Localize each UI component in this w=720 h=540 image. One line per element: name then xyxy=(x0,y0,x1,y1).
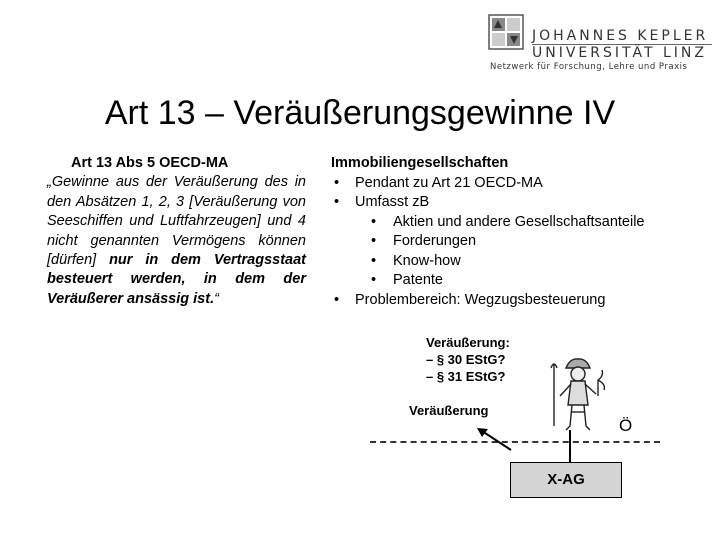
sale-option-31: – § 31 EStG? xyxy=(426,369,506,384)
sub-bullet-item xyxy=(331,232,691,252)
bullet-icon: • xyxy=(371,272,377,288)
right-column xyxy=(331,154,691,310)
article-quote xyxy=(47,173,306,309)
crest-icon xyxy=(488,14,524,50)
logo-name-line2: UNIVERSITÄT LINZ xyxy=(532,45,707,61)
university-logo xyxy=(486,12,712,76)
bullet-icon: • xyxy=(334,174,340,191)
bullet-icon: • xyxy=(371,252,377,269)
bullet-text: Problembereich: Wegzugsbesteuerung xyxy=(355,291,606,308)
right-heading: Immobiliengesellschaften xyxy=(331,155,509,171)
quote-bold-text: nur in dem Vertragsstaat besteuert werden, in dem der Veräußerer ansässig ist. xyxy=(47,252,306,307)
bullet-text: Forderungen xyxy=(393,233,477,249)
bullet-text: Umfasst zB xyxy=(355,194,430,210)
sale-question-box xyxy=(426,334,510,385)
left-heading: Art 13 Abs 5 OECD-MA xyxy=(71,155,229,171)
slide-title: Art 13 – Veräußerungsgewinne IV xyxy=(104,94,616,132)
bullet-text: Patente xyxy=(393,272,443,288)
sale-heading: Veräußerung: xyxy=(426,335,510,350)
bullet-icon: • xyxy=(334,194,340,210)
bullet-text: Pendant zu Art 21 OECD-MA xyxy=(355,174,543,191)
bullet-text: Know-how xyxy=(393,252,461,269)
quote-end: “ xyxy=(214,290,219,307)
bullet-item xyxy=(331,291,691,311)
country-label-austria: Ö xyxy=(619,416,633,435)
sub-bullet-item xyxy=(331,252,691,272)
sale-option-30: – § 30 EStG? xyxy=(426,352,506,367)
bullet-text: Aktien und andere Gesellschaftsanteile xyxy=(393,213,645,230)
logo-tagline: Netzwerk für Forschung, Lehre und Praxis xyxy=(490,62,688,72)
company-box: X-AG xyxy=(510,462,622,498)
bullet-item xyxy=(331,174,691,194)
bullet-icon: • xyxy=(371,233,377,249)
arrow-icon xyxy=(474,425,514,453)
bullet-icon: • xyxy=(334,291,340,308)
ownership-line xyxy=(569,430,571,462)
left-column xyxy=(47,154,306,309)
shareholder-figure-icon xyxy=(546,350,610,436)
border-dashed-line xyxy=(370,441,660,443)
sale-label: Veräußerung xyxy=(409,403,489,418)
logo-name-line1: JOHANNES KEPLER xyxy=(532,28,709,44)
bullet-icon: • xyxy=(371,213,377,230)
bullet-item xyxy=(331,193,691,213)
sub-bullet-item xyxy=(331,271,691,291)
quote-text: „Gewinne aus der Veräußerung des in den Absätzen 1, 2, 3 [Veräußerung von Seeschiffen und Luftfahrzeugen] und 4 nicht genannten Vermögens können [dürfen] xyxy=(47,174,306,269)
sub-bullet-item xyxy=(331,213,691,233)
